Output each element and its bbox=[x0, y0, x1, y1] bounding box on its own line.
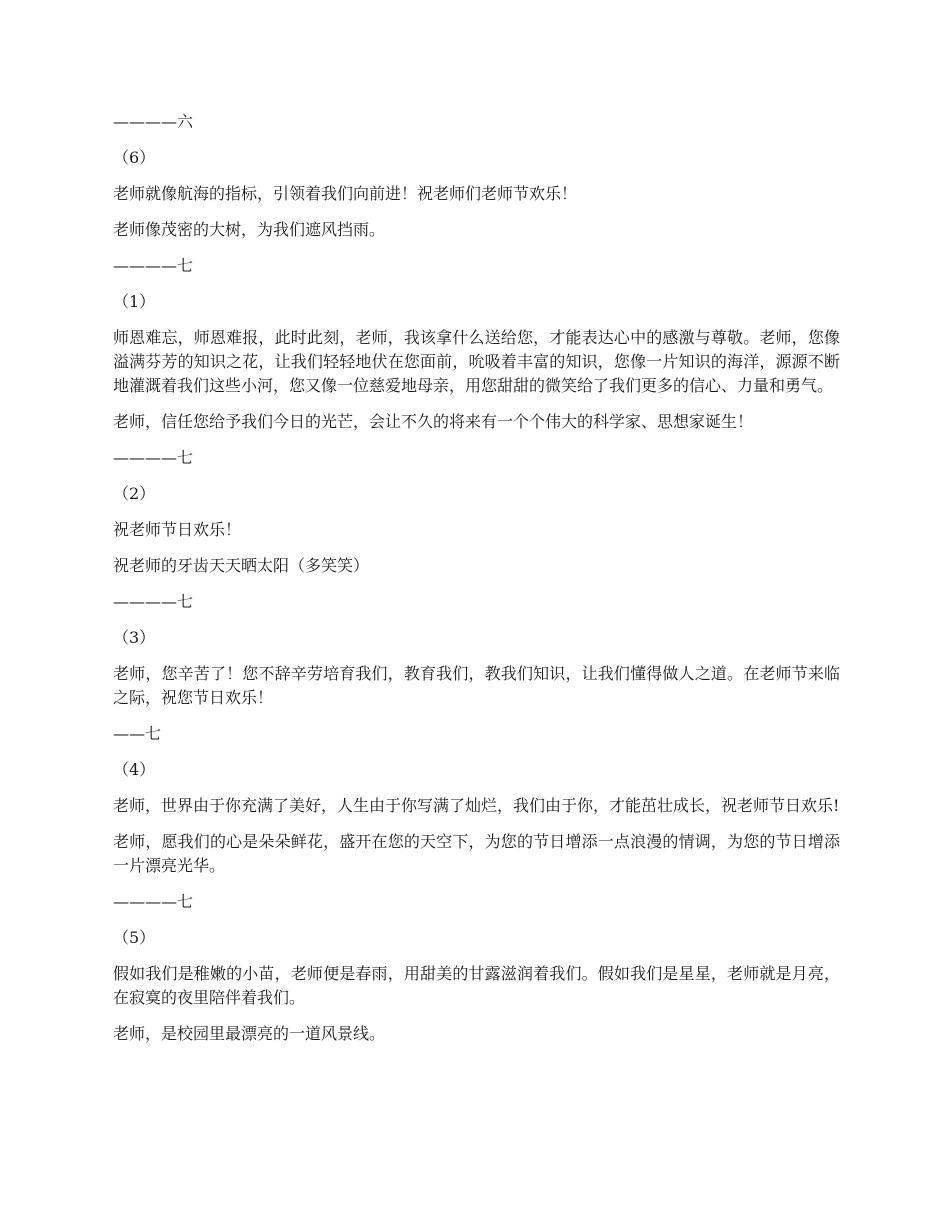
separator-line: ——七 bbox=[113, 724, 162, 743]
separator-line: ————六 bbox=[113, 112, 194, 131]
section-number: （3） bbox=[113, 628, 156, 647]
body-paragraph: 老师像茂密的大树，为我们遮风挡雨。 bbox=[113, 220, 386, 239]
separator-line: ————七 bbox=[113, 892, 194, 911]
body-paragraph: 老师，您辛苦了！您不辞辛劳培育我们，教育我们，教我们知识，让我们懂得做人之道。在老师节来临之际，祝您节日欢乐！ bbox=[113, 664, 840, 707]
section-number: （6） bbox=[113, 148, 156, 167]
section-number: （1） bbox=[113, 292, 156, 311]
body-paragraph: 老师就像航海的指标，引领着我们向前进！祝老师们老师节欢乐！ bbox=[113, 184, 578, 203]
body-paragraph: 祝老师节日欢乐！ bbox=[113, 520, 242, 539]
body-paragraph: 假如我们是稚嫩的小苗，老师便是春雨，用甜美的甘露滋润着我们。假如我们是星星，老师就是月亮，在寂寞的夜里陪伴着我们。 bbox=[113, 964, 840, 1007]
body-paragraph: 老师，愿我们的心是朵朵鲜花，盛开在您的天空下，为您的节日增添一点浪漫的情调，为您的节日增添一片漂亮光华。 bbox=[113, 832, 840, 875]
body-paragraph: 老师，信任您给予我们今日的光芒，会让不久的将来有一个个伟大的科学家、思想家诞生！ bbox=[113, 412, 754, 431]
section-number: （4） bbox=[113, 760, 156, 779]
body-paragraph: 老师，世界由于你充满了美好，人生由于你写满了灿烂，我们由于你，才能茁壮成长，祝老师节日欢乐! bbox=[113, 796, 840, 815]
section-number: （2） bbox=[113, 484, 156, 503]
body-paragraph: 老师，是校园里最漂亮的一道风景线。 bbox=[113, 1024, 386, 1043]
body-paragraph: 祝老师的牙齿天天晒太阳（多笑笑） bbox=[113, 556, 370, 575]
body-paragraph: 师恩难忘，师恩难报，此时此刻，老师，我该拿什么送给您，才能表达心中的感激与尊敬。老师，您像溢满芬芳的知识之花，让我们轻轻地伏在您面前，吮吸着丰富的知识，您像一片知识的海洋，源源不断地灌溉着我们这些小河，您又像一位慈爱地母亲，用您甜甜的微笑给了我们更多的信心、力量和勇气。 bbox=[113, 328, 840, 395]
separator-line: ————七 bbox=[113, 592, 194, 611]
separator-line: ————七 bbox=[113, 448, 194, 467]
separator-line: ————七 bbox=[113, 256, 194, 275]
section-number: （5） bbox=[113, 928, 156, 947]
document-body bbox=[113, 110, 840, 1058]
